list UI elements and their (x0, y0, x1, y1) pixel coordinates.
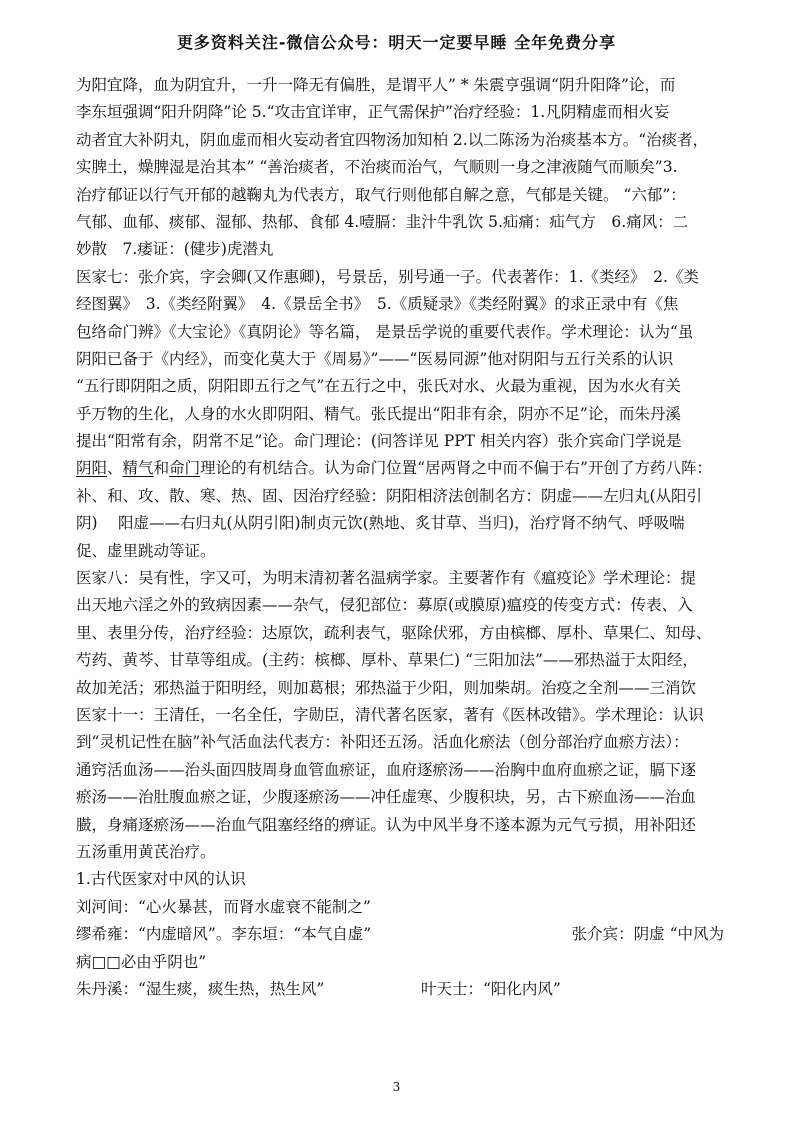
text-line: 促、虚里跳动等证。 (76, 541, 216, 560)
text-line: 瘀汤——治肚腹血瘀之证，少腹逐瘀汤——冲任虚寒、少腹积块，另，古下瘀血汤——治血 (76, 788, 697, 807)
text-line-split (76, 921, 724, 948)
text-line: 补、和、攻、散、寒、热、固、因治疗经验：阴阳相济法创制名方：阴虚——左归丸(从阳引 (76, 486, 703, 505)
text-line-underlined (76, 455, 724, 482)
text-line: 臌，身痛逐瘀汤——治血气阻塞经络的痹证。认为中风半身不遂本源为元气亏损，用补阳还 (76, 815, 697, 834)
text-line: 阴) 阳虚——右归丸(从阴引阳)制贞元饮(熟地、炙甘草、当归)，治疗肾不纳气、呼吸喘 (76, 514, 685, 533)
section-heading: 1.古代医家对中风的认识 (76, 870, 246, 889)
text-line: 通窍活血汤——治头面四肢周身血管血瘀证，血府逐瘀汤——治胸中血府血瘀之证，膈下逐 (76, 760, 697, 779)
page-header: 更多资料关注-微信公众号：明天一定要早睡 全年免费分享 (176, 33, 617, 52)
underlined-term: 阳 (91, 459, 108, 478)
text-line: 阴阳已备于《内经》，而变化莫大于《周易》”——“医易同源”他对阴阳与五行关系的认识 (76, 349, 674, 368)
text-line: 出天地六淫之外的致病因素——杂气，侵犯部位：募原(或膜原)瘟疫的传变方式：传表、入 (76, 596, 693, 615)
text-line: 医家七：张介宾，字会卿(又作惠卿)，号景岳，别号通一子。代表著作：1.《类经》 2.《类 (76, 267, 699, 286)
text-line: 包络命门辨》《大宝论》《真阴论》等名篇， 是景岳学说的重要代表作。学术理论：认为“虽 (76, 322, 694, 341)
underlined-term: 精气 (122, 459, 154, 478)
text-line-rest: 理论的有机结合。认为命门位置“居两肾之中而不偏于右”开创了方药八阵： (200, 459, 712, 478)
separator: 、 (107, 459, 123, 478)
quote-right: 张介宾：阴虚 “中风为 (571, 925, 724, 944)
text-line: 李东垣强调“阳升阴降”论 5.“攻击宜详审，正气需保护”治疗经验：1.凡阴精虚而相火妄 (76, 103, 670, 122)
underlined-term: 阴 (76, 459, 92, 478)
quote-right: 叶天士：“阳化内风” (421, 979, 561, 998)
text-line: 五汤重用黄芪治疗。 (76, 842, 216, 861)
text-line: 医家八：吴有性，字又可，为明末清初著名温病学家。主要著作有《瘟疫论》学术理论：提 (76, 569, 697, 588)
text-line-split (76, 976, 724, 1003)
text-line: 乎万物的生化，人身的水火即阴阳、精气。张氏提出“阳非有余，阴亦不足”论，而朱丹溪 (76, 404, 681, 423)
text-line: 芍药、黄芩、甘草等组成。(主药：槟榔、厚朴、草果仁) “三阳加法”——邪热溢于太阳经， (76, 651, 698, 670)
text-line: 医家十一：王清任，一名全任，字勋臣，清代著名医家，著有《医林改错》。学术理论：认识 (76, 705, 704, 724)
text-line: 里、表里分传，治疗经验：达原饮，疏利表气，驱除伏邪，方由槟榔、厚朴、草果仁、知母、 (76, 623, 712, 642)
quote-left: 缪希雍：“内虚暗风”。李东垣：“本气自虚” (76, 925, 372, 944)
conjunction: 和 (153, 459, 170, 478)
page-number: 3 (392, 1080, 401, 1094)
text-line: 为阳宜降，血为阴宜升，一升一降无有偏胜，是谓平人” * 朱震亨强调“阴升阳降”论，而 (76, 76, 676, 94)
text-line: 刘河间：“心火暴甚，而肾水虚衰不能制之” (76, 897, 371, 916)
text-line: 故加羌活；邪热溢于阳明经，则加葛根；邪热溢于少阳，则加柴胡。治疫之全剂——三消饮 (76, 678, 697, 697)
text-line: 到“灵机记性在脑”补气活血法代表方：补阳还五汤。活血化瘀法（创分部治疗血瘀方法）： (76, 733, 689, 752)
text-line: “五行即阴阳之质，阴阳即五行之气”在五行之中，张氏对水、火最为重视，因为水火有关 (76, 377, 681, 396)
text-line: 治疗郁证以行气开郁的越鞠丸为代表方，取气行则他郁自解之意，气郁是关键。 “六郁”： (76, 185, 686, 204)
underlined-term: 命门 (169, 459, 201, 478)
text-line: 动者宜大补阴丸，阴血虚而相火妄动者宜四物汤加知柏 2.以二陈汤为治痰基本方。“治痰者， (76, 130, 709, 149)
quote-left: 朱丹溪：“湿生痰，痰生热，热生风” (76, 979, 325, 998)
text-line: 气郁、血郁、痰郁、湿郁、热郁、食郁 4.噎膈：韭汁牛乳饮 5.疝痛：疝气方 6.痛风：二 (76, 212, 689, 231)
text-line: 实脾土，燥脾湿是治其本” “善治痰者，不治痰而治气，气顺则一身之津液随气而顺矣”3. (76, 158, 678, 177)
text-line: 病□□必由乎阴也” (76, 952, 207, 971)
text-line: 妙散 7.痿证：(健步)虎潜丸 (76, 240, 274, 259)
document-body (76, 72, 724, 1003)
text-line: 提出“阳常有余，阴常不足”论。命门理论：(问答详见 PPT 相关内容）张介宾命门学说是 (76, 432, 682, 451)
text-line: 经图翼》 3.《类经附翼》 4.《景岳全书》 5.《质疑录》《类经附翼》的求正录中有《焦 (76, 295, 679, 314)
